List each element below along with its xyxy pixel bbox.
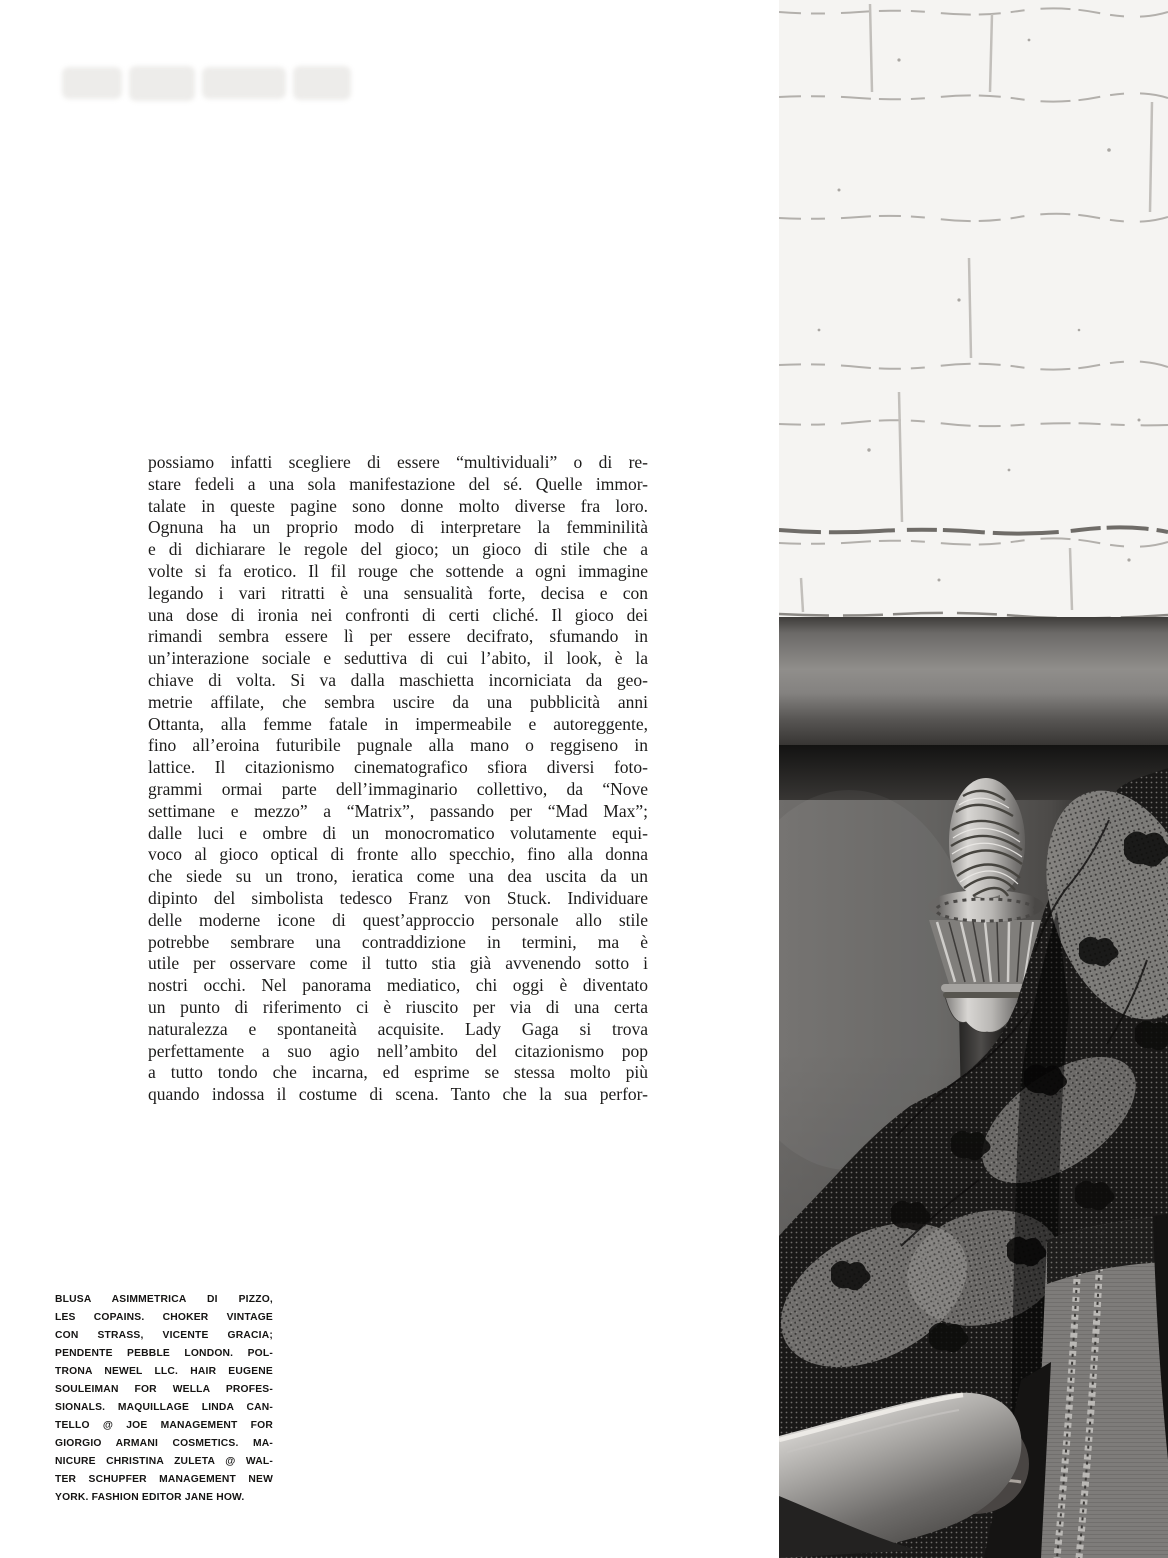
credits-line: NICURE CHRISTINA ZULETA @ WAL-: [55, 1456, 273, 1467]
body-line: talate in queste pagine sono donne molto diverse fra loro.: [148, 495, 648, 516]
body-line: una dose di ironia nei confronti di certi cliché. Il gioco dei: [148, 604, 648, 625]
body-line: lattice. Il citazionismo cinematografico sfiora diversi foto-: [148, 757, 648, 778]
body-line: perfettamente a suo agio nell’ambito del citazionismo pop: [148, 1040, 648, 1061]
body-line: grammi ormai parte dell’immaginario collettivo, da “Nove: [148, 778, 648, 799]
credits-line: PENDENTE PEBBLE LONDON. POL-: [55, 1348, 273, 1359]
credits-line: SOULEIMAN FOR WELLA PROFES-: [55, 1384, 273, 1395]
body-line: volte si fa erotico. Il fil rouge che sottende a ogni immagine: [148, 560, 648, 581]
credits-block: [55, 1291, 273, 1507]
body-line: possiamo infatti scegliere di essere “multividuali” o di re-: [148, 452, 648, 472]
body-line: fino all’eroina futuribile pugnale alla mano o reggiseno in: [148, 735, 648, 756]
body-line: che siede su un trono, ieratica come una dea uscita da un: [148, 866, 648, 887]
article-body: [148, 452, 648, 1106]
body-line: stare fedeli a una sola manifestazione del sé. Quelle immor-: [148, 473, 648, 494]
body-line: nostri occhi. Nel panorama mediatico, chi oggi è diventato: [148, 975, 648, 996]
body-line: settimane e mezzo” a “Matrix”, passando per “Mad Max”;: [148, 800, 648, 821]
body-line: metrie affilate, che sembra uscire da una pubblicità anni: [148, 691, 648, 712]
ghost-word: [293, 66, 351, 100]
body-line: rimandi sembra essere lì per essere decifrato, sfumando in: [148, 626, 648, 647]
credits-line: BLUSA ASIMMETRICA DI PIZZO,: [55, 1294, 273, 1305]
body-line: e di dichiarare le regole del gioco; un gioco di stile che a: [148, 539, 648, 560]
body-line: dipinto del simbolista tedesco Franz von Stuck. Individuare: [148, 887, 648, 908]
metal-rail: [779, 617, 1168, 748]
body-line: naturalezza e spontaneità acquisite. Lady Gaga si trova: [148, 1018, 648, 1039]
body-line: quando indossa il costume di scena. Tanto che la sua perfor-: [148, 1084, 648, 1105]
brick-wall: [779, 0, 1168, 620]
body-line: potrebbe sembrare una contraddizione in termini, ma è: [148, 931, 648, 952]
ghost-word: [62, 67, 122, 99]
body-line: Ognuna ha un proprio modo di interpretare la femminilità: [148, 517, 648, 538]
body-line: un punto di riferimento ci è riuscito per via di una certa: [148, 996, 648, 1017]
body-line: un’interazione sociale e seduttiva di cui l’abito, il look, è la: [148, 648, 648, 669]
body-line: a tutto tondo che incarna, ed esprime se stessa molto più: [148, 1062, 648, 1083]
credits-line: CON STRASS, VICENTE GRACIA;: [55, 1330, 273, 1341]
body-line: chiave di volta. Si va dalla maschietta incorniciata da geo-: [148, 669, 648, 690]
ghost-word: [202, 67, 286, 99]
editorial-photo: [779, 0, 1168, 1558]
credits-line: YORK. FASHION EDITOR JANE HOW.: [55, 1492, 245, 1503]
body-line: voco al gioco optical di fronte allo specchio, fino alla donna: [148, 844, 648, 865]
body-line: delle moderne icone di quest’approccio personale allo stile: [148, 909, 648, 930]
credits-line: GIORGIO ARMANI COSMETICS. MA-: [55, 1438, 273, 1449]
body-line: legando i vari ritratti è una sensualità forte, decisa e con: [148, 582, 648, 603]
body-line: utile per osservare come il tutto stia già avvenendo sotto i: [148, 953, 648, 974]
credits-line: TER SCHUPFER MANAGEMENT NEW: [55, 1474, 273, 1485]
credits-line: SIONALS. MAQUILLAGE LINDA CAN-: [55, 1402, 273, 1413]
credits-line: LES COPAINS. CHOKER VINTAGE: [55, 1312, 273, 1323]
credits-line: TELLO @ JOE MANAGEMENT FOR: [55, 1420, 273, 1431]
credits-line: TRONA NEWEL LLC. HAIR EUGENE: [55, 1366, 273, 1377]
ghost-headline: [62, 60, 352, 106]
body-line: dalle luci e ombre di un monocromatico volutamente equi-: [148, 822, 648, 843]
ghost-word: [129, 66, 195, 101]
body-line: Ottanta, alla femme fatale in impermeabile e autoreggente,: [148, 713, 648, 734]
